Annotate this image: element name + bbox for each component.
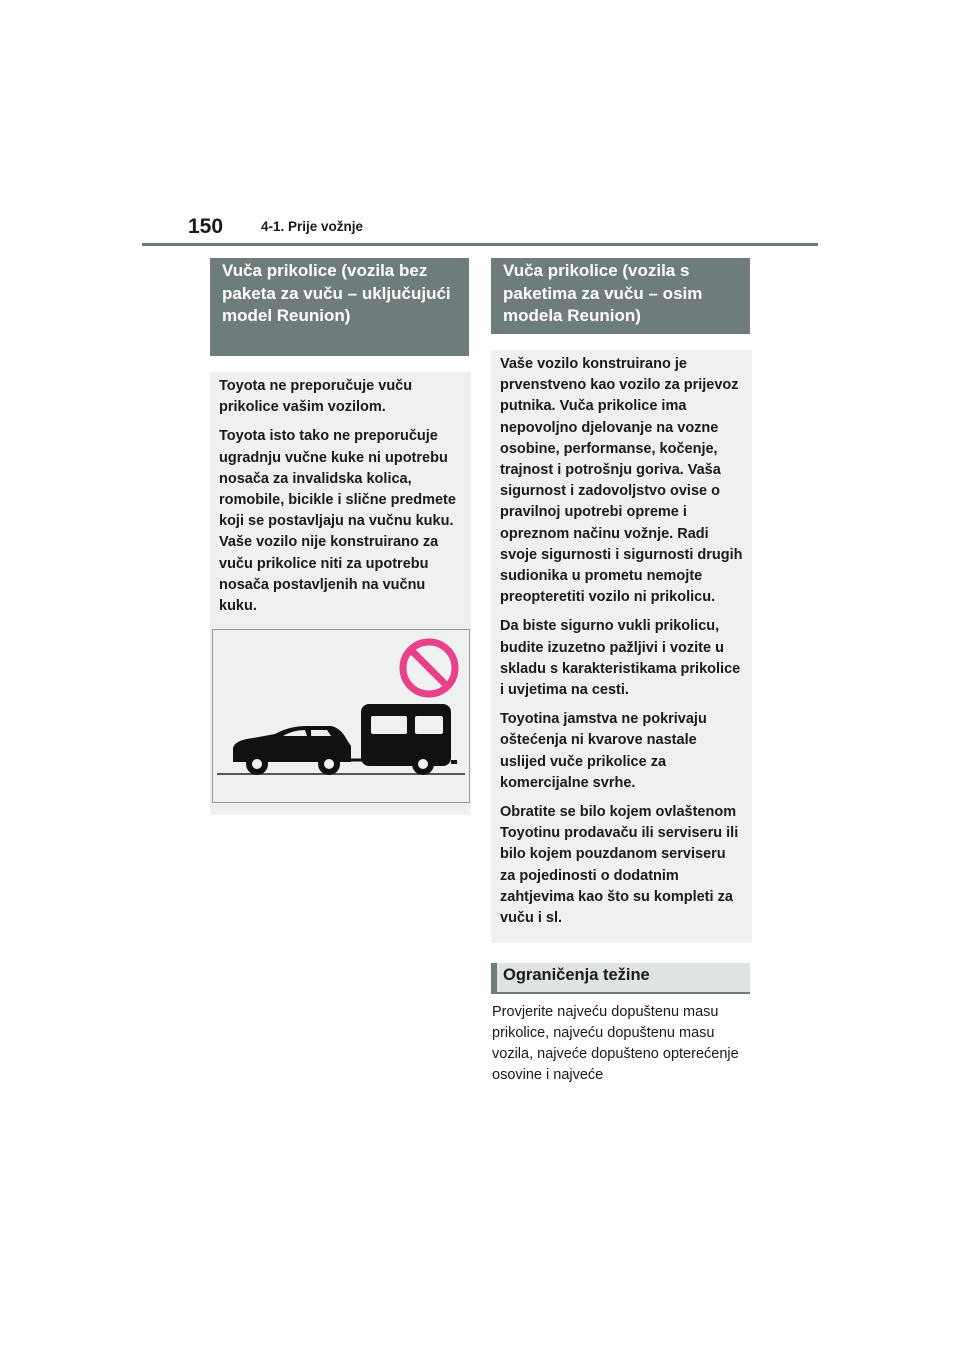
page-number: 150 [188, 215, 224, 238]
left-info-panel [210, 372, 471, 815]
right-column [491, 258, 750, 1086]
right-paragraph-2: Da biste sigurno vukli prikolicu, budite izuzetno pažljivi i vozite u skladu s karakteristikama prikolice i uvjetima na cesti. [500, 618, 741, 699]
weight-limits-subheading: Ograničenja težine [491, 963, 750, 994]
towing-prohibited-illustration [212, 629, 470, 803]
right-paragraph-3: Toyotina jamstva ne pokrivaju oštećenja ni kvarove nastale uslijed vuče prikolice za komercijalne svrhe. [500, 711, 707, 791]
left-section-heading: Vuča prikolice (vozila bez paketa za vuču – uključujući model Reunion) [210, 258, 469, 356]
right-paragraph-1: Vaše vozilo konstruirano je prvenstveno kao vozilo za prijevoz putnika. Vuča prikolice ima nepovoljno djelovanje na vozne osobine, performanse, kočenje, trajnost i potrošnju goriva. Vaša sigurnost i zadovoljstvo ovise o pravilnoj upotrebi opreme i opreznom načinu vožnje. Radi svoje sigurnosti i sigurnosti drugih sudionika u prometu nemojte preopteretiti vozilo ni prikolicu. [500, 356, 743, 606]
header-divider [142, 243, 818, 246]
right-info-panel [491, 350, 752, 943]
right-section-heading: Vuča prikolice (vozila s paketima za vuču – osim modela Reunion) [491, 258, 750, 334]
right-paragraph-4: Obratite se bilo kojem ovlaštenom Toyotinu prodavaču ili serviseru ili bilo kojem pouzdanom serviseru za pojedinosti o dodatnim zahtjevima kao što su kompleti za vuču i sl. [500, 804, 739, 927]
left-paragraph-2: Toyota isto tako ne preporučuje ugradnju vučne kuke ni upotrebu nosača za invalidska kolica, romobile, bicikle i slične predmete koji se postavljaju na vučnu kuku. Vaše vozilo nije konstruirano za vuču prikolice niti za upotrebu nosača postavljenih na vučnu kuku. [219, 428, 456, 615]
caravan-trailer-icon [361, 704, 457, 775]
prohibition-icon [403, 642, 455, 694]
left-column [210, 258, 469, 815]
section-title: 4-1. Prije vožnje [261, 219, 364, 234]
weight-limits-body: Provjerite najveću dopuštenu masu prikolice, najveću dopuštenu masu vozila, najveće dopušteno opterećenje osovine i najveće [492, 1004, 739, 1084]
car-icon [233, 726, 351, 775]
left-paragraph-1: Toyota ne preporučuje vuču prikolice vašim vozilom. [219, 378, 413, 416]
